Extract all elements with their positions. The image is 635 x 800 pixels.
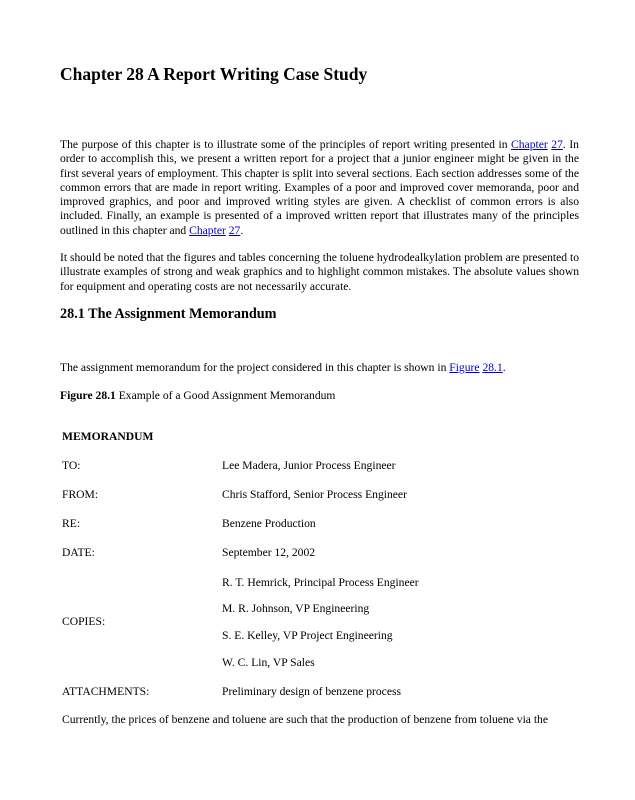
figure-number-link[interactable]: 28.1	[482, 361, 503, 374]
memo-from-value: Chris Stafford, Senior Process Engineer	[222, 488, 407, 501]
figure-caption	[60, 389, 335, 402]
memo-date-label: DATE:	[62, 546, 95, 559]
memo-copy-1: R. T. Hemrick, Principal Process Engineer	[222, 576, 419, 589]
memo-copy-2: M. R. Johnson, VP Engineering	[222, 602, 370, 615]
chapter-27-number-link-2[interactable]: 27	[228, 223, 241, 237]
memo-attachments-value: Preliminary design of benzene process	[222, 685, 402, 698]
figure-caption-text: Example of a Good Assignment Memorandum	[115, 389, 336, 402]
chapter-27-link[interactable]: Chapter	[511, 138, 548, 151]
memo-from-label: FROM:	[62, 488, 99, 501]
memo-body-start: Currently, the prices of benzene and toluene are such that the production of benzene from toluene via the	[62, 713, 548, 726]
memo-re-label: RE:	[62, 517, 81, 530]
memo-to-value: Lee Madera, Junior Process Engineer	[222, 459, 396, 472]
intro-text-c: .	[240, 223, 244, 237]
section-text-b: .	[502, 361, 506, 374]
figure-link[interactable]: Figure	[449, 361, 480, 374]
chapter-27-link-2[interactable]: Chapter	[189, 223, 226, 237]
figure-label: Figure 28.1	[60, 389, 116, 402]
chapter-title: Chapter 28 A Report Writing Case Study	[60, 64, 368, 84]
memo-copies-label: COPIES:	[62, 615, 106, 628]
memo-copy-4: W. C. Lin, VP Sales	[222, 656, 315, 669]
intro-text-a: The purpose of this chapter is to illustrate some of the principles of report writing presented in	[60, 138, 512, 151]
section-paragraph	[60, 361, 579, 375]
section-text-a: The assignment memorandum for the project considered in this chapter is shown in	[60, 361, 450, 374]
memo-copy-3: S. E. Kelley, VP Project Engineering	[222, 629, 393, 642]
memo-to-label: TO:	[62, 459, 81, 472]
memo-date-value: September 12, 2002	[222, 546, 316, 559]
intro-paragraph-2: It should be noted that the figures and tables concerning the toluene hydrodealkylation problem are presented to illustrate examples of strong and weak graphics and to highlight common mistakes. The absolute values shown for equipment and operating costs are not necessarily accurate.	[60, 251, 579, 293]
intro-text-b: . In order to accomplish this, we present a written report for a project that a junior engineer might be given in the first several years of employment. This chapter is split into several sections. Each section addresses some of the common errors that are made in report writing. Examples of a poor and improved cover memoranda, poor and improved graphics, and poor and improved writing styles are given. A checklist of common errors is also included. Finally, an example is presented of a improved written report that illustrates many of the principles outlined in this chapter and	[60, 138, 579, 237]
section-title: 28.1 The Assignment Memorandum	[60, 306, 277, 322]
memo-heading: MEMORANDUM	[62, 430, 154, 443]
chapter-27-number-link[interactable]: 27	[551, 138, 563, 151]
intro-paragraph-1	[60, 138, 579, 238]
memo-attachments-label: ATTACHMENTS:	[62, 685, 150, 698]
memo-re-value: Benzene Production	[222, 517, 316, 530]
